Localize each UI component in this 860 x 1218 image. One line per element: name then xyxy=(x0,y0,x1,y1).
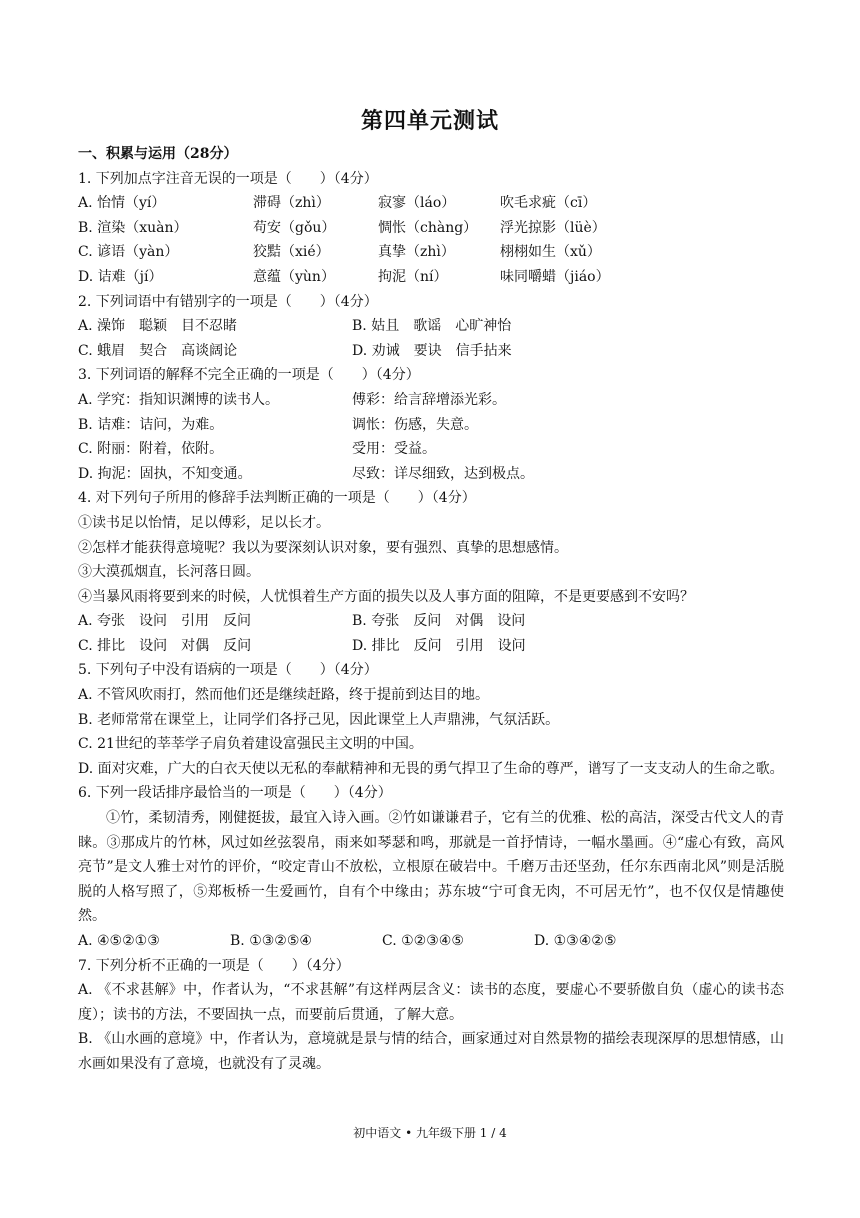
question-5-stem: 5. 下列句子中没有语病的一项是（ ）（4分） xyxy=(78,662,378,679)
option-cell: 真挚（zhì） xyxy=(378,244,455,261)
option-cell: 受用：受益。 xyxy=(352,441,436,458)
option-cell: B. 夸张 反问 对偶 设问 xyxy=(352,613,526,630)
option-cell: A. 怡情（yí） xyxy=(78,195,166,212)
question-5-option-d: D. 面对灾难，广大的白衣天使以无私的奉献精神和无畏的勇气捍卫了生命的尊严，谱写了一支支动人的生命之歌。 xyxy=(78,760,784,777)
question-4-options-ab xyxy=(78,609,784,634)
page-title: 第四单元测试 xyxy=(360,108,499,134)
option-cell: A. 澡饰 聪颖 目不忍睹 xyxy=(78,318,238,335)
option-cell: 狡黠（xié） xyxy=(253,244,330,261)
question-1-option-b xyxy=(78,216,784,241)
option-cell: D. 诘难（jí） xyxy=(78,268,163,285)
page-footer: 初中语文 • 九年级下册 1 / 4 xyxy=(353,1126,507,1140)
question-2-options-cd xyxy=(78,339,784,364)
question-6-stem: 6. 下列一段话排序最恰当的一项是（ ）（4分） xyxy=(78,785,392,802)
question-4-options-cd xyxy=(78,634,784,659)
section-heading: 一、积累与运用（28分） xyxy=(78,146,238,162)
question-3-option-c xyxy=(78,437,784,462)
option-cell: 苟安（gǒu） xyxy=(253,219,336,236)
option-cell: C. 谚语（yàn） xyxy=(78,244,179,261)
question-3-stem: 3. 下列词语的解释不完全正确的一项是（ ）（4分） xyxy=(78,367,420,384)
option-cell: 意蕴（yùn） xyxy=(253,268,335,285)
question-3-option-b xyxy=(78,413,784,438)
option-cell: B. 渲染（xuàn） xyxy=(78,219,188,236)
question-2-options-ab xyxy=(78,314,784,339)
question-1-stem: 1. 下列加点字注音无误的一项是（ ）（4分） xyxy=(78,170,378,187)
question-3-option-a xyxy=(78,388,784,413)
question-4-stem: 4. 对下列句子所用的修辞手法判断正确的一项是（ ）（4分） xyxy=(78,490,476,507)
question-7-stem: 7. 下列分析不正确的一项是（ ）（4分） xyxy=(78,957,350,974)
option-cell: 惆怅（chàng） xyxy=(378,219,478,236)
question-5-option-b: B. 老师常常在课堂上，让同学们各抒己见，因此课堂上人声鼎沸，气氛活跃。 xyxy=(78,711,560,728)
option-cell: 栩栩如生（xǔ） xyxy=(500,244,601,261)
question-1-option-a xyxy=(78,191,784,216)
question-4-sentence-1: ①读书足以怡情，足以傅彩，足以长才。 xyxy=(78,514,330,531)
option-cell: B. ①③②⑤④ xyxy=(230,933,312,949)
question-7-option-a: A. 《不求甚解》中，作者认为，“不求甚解”有这样两层含义：读书的态度，要虚心不要骄傲自负（虚心的读书态度）；读书的方法，不要固执一点，而要前后贯通，了解大意。 xyxy=(78,982,784,1023)
option-cell: 滞碍（zhì） xyxy=(253,195,330,212)
option-cell: 拘泥（ní） xyxy=(378,268,448,285)
question-6-passage: ①竹，柔韧清秀，刚健挺拔，最宜入诗入画。②竹如谦谦君子，它有兰的优雅、松的高洁，深受古代文人的青睐。③那成片的竹林，风过如丝弦裂帛，雨来如琴瑟和鸣，那就是一首抒情诗，一幅水墨画。④“虚心有致，高风亮节”是文人雅士对竹的评价，“咬定青山不放松，立根原在破岩中。千磨万击还坚劲，任尔东西南北风”则是活脱脱的人格写照了，⑤郑板桥一生爱画竹，自有个中缘由；苏东坡“宁可食无肉，不可居无竹”，也不仅仅是情趣使然。 xyxy=(78,810,784,925)
option-cell: B. 姑且 歌谣 心旷神怡 xyxy=(352,318,512,335)
question-1-option-d xyxy=(78,265,784,290)
option-cell: 傅彩：给言辞增添光彩。 xyxy=(352,391,506,408)
option-cell: B. 诘难：诘问，为难。 xyxy=(78,416,224,433)
option-cell: 寂寥（láo） xyxy=(378,195,456,212)
option-cell: 吹毛求疵（cī） xyxy=(500,195,597,212)
option-cell: D. 劝诫 要诀 信手拈来 xyxy=(352,342,512,359)
option-cell: D. 拘泥：固执，不知变通。 xyxy=(78,465,252,482)
question-5-option-a: A. 不管风吹雨打，然而他们还是继续赶路，终于提前到达目的地。 xyxy=(78,687,490,704)
question-6-options xyxy=(78,929,784,954)
option-cell: A. 学究：指知识渊博的读书人。 xyxy=(78,391,280,408)
question-5-option-c: C. 21世纪的莘莘学子肩负着建设富强民主文明的中国。 xyxy=(78,736,423,753)
document-body xyxy=(78,142,784,1077)
question-1-option-c xyxy=(78,240,784,265)
option-cell: D. ①③④②⑤ xyxy=(534,933,617,949)
question-4-sentence-2: ②怎样才能获得意境呢？我以为要深刻认识对象，要有强烈、真挚的思想感情。 xyxy=(78,539,568,556)
option-cell: 调怅：伤感，失意。 xyxy=(352,416,478,433)
option-cell: C. 附丽：附着，依附。 xyxy=(78,441,224,458)
option-cell: 味同嚼蜡（jiáo） xyxy=(500,268,610,285)
option-cell: D. 排比 反问 引用 设问 xyxy=(352,637,526,654)
question-3-option-d xyxy=(78,462,784,487)
option-cell: 尽致：详尽细致，达到极点。 xyxy=(352,465,534,482)
question-4-sentence-3: ③大漠孤烟直，长河落日圆。 xyxy=(78,564,260,581)
option-cell: 浮光掠影（lüè） xyxy=(500,219,606,236)
option-cell: C. ①②③④⑤ xyxy=(382,933,464,949)
option-cell: C. 蛾眉 契合 高谈阔论 xyxy=(78,342,238,359)
question-4-sentence-4: ④当暴风雨将要到来的时候，人忧惧着生产方面的损失以及人事方面的阻障，不是更要感到不安吗？ xyxy=(78,588,694,605)
option-cell: A. ④⑤②①③ xyxy=(78,933,160,949)
option-cell: C. 排比 设问 对偶 反问 xyxy=(78,637,252,654)
option-cell: A. 夸张 设问 引用 反问 xyxy=(78,613,252,630)
question-2-stem: 2. 下列词语中有错别字的一项是（ ）（4分） xyxy=(78,293,378,310)
question-7-option-b: B. 《山水画的意境》中，作者认为，意境就是景与情的结合，画家通过对自然景物的描绘表现深厚的思想情感，山水画如果没有了意境，也就没有了灵魂。 xyxy=(78,1031,784,1072)
